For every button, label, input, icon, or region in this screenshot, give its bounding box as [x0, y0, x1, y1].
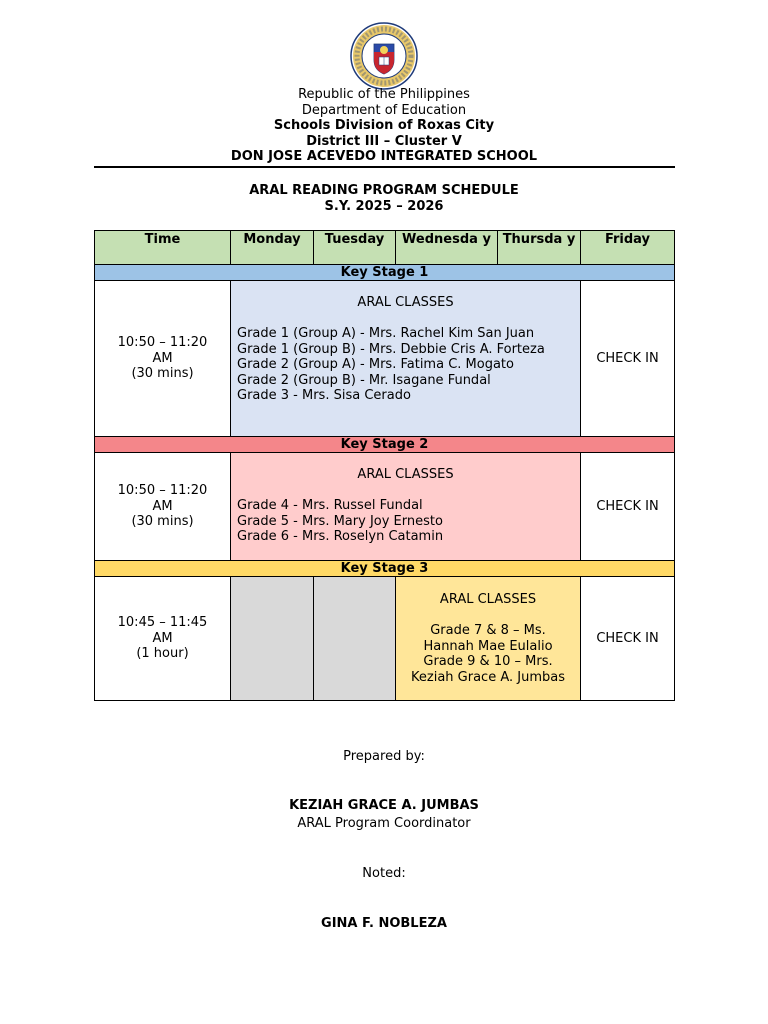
col-wednesday: Wednesda y: [396, 231, 498, 265]
ks3-aral-classes: [396, 577, 581, 701]
ks1-class-line: Grade 2 (Group A) - Mrs. Fatima C. Mogato: [237, 357, 514, 372]
key-stage-3-schedule: [95, 577, 675, 701]
key-stage-2-schedule: [95, 453, 675, 561]
ks3-tuesday-empty: [314, 577, 396, 701]
ks1-class-line: Grade 1 (Group B) - Mrs. Debbie Cris A. Forteza: [237, 341, 545, 357]
header-row: [95, 231, 675, 265]
ks3-friday-check-in: CHECK IN: [581, 577, 675, 701]
school-year: S.Y. 2025 – 2026: [324, 198, 444, 214]
ks3-class-line: Keziah Grace A. Jumbas: [411, 669, 565, 685]
ks2-time: 10:50 – 11:20 AM (30 mins): [95, 453, 231, 561]
ks2-class-line: Grade 4 - Mrs. Russel Fundal: [237, 498, 423, 513]
col-time: Time: [95, 231, 231, 265]
ks2-class-line: Grade 5 - Mrs. Mary Joy Ernesto: [237, 513, 443, 529]
ks2-aral-classes: [231, 453, 581, 561]
key-stage-1-row: [95, 265, 675, 281]
ks1-class-line: Grade 1 (Group A) - Mrs. Rachel Kim San Juan: [237, 326, 535, 341]
schedule-table: [94, 230, 675, 701]
deped-seal-logo: [350, 22, 418, 90]
ks1-time: 10:50 – 11:20 AM (30 mins): [95, 281, 231, 437]
key-stage-3-label: Key Stage 3: [95, 561, 675, 577]
ks3-monday-empty: [231, 577, 314, 701]
noted-label: Noted:: [362, 866, 406, 881]
ks3-class-line: Grade 7 & 8 – Ms.: [430, 623, 546, 638]
col-monday: Monday: [231, 231, 314, 265]
header-divider: [94, 166, 675, 168]
header-school-name: DON JOSE ACEVEDO INTEGRATED SCHOOL: [230, 149, 538, 164]
key-stage-3-row: [95, 561, 675, 577]
key-stage-2-label: Key Stage 2: [95, 437, 675, 453]
ks1-friday-check-in: CHECK IN: [581, 281, 675, 437]
col-thursday: Thursda y: [498, 231, 581, 265]
ks2-friday-check-in: CHECK IN: [581, 453, 675, 561]
prepared-by-title: ARAL Program Coordinator: [297, 816, 471, 831]
header-district: District III – Cluster V: [306, 133, 462, 149]
key-stage-2-row: [95, 437, 675, 453]
header-republic: Republic of the Philippines: [298, 87, 470, 102]
ks1-classes-title: ARAL CLASSES: [357, 295, 454, 310]
ks3-classes-title: ARAL CLASSES: [439, 592, 537, 607]
col-friday: Friday: [581, 231, 675, 265]
header-department: Department of Education: [301, 102, 467, 118]
ks3-class-line: Hannah Mae Eulalio: [423, 638, 553, 654]
ks3-time: 10:45 – 11:45 AM (1 hour): [95, 577, 231, 701]
document-title: ARAL READING PROGRAM SCHEDULE: [249, 183, 519, 198]
ks1-class-line: Grade 2 (Group B) - Mr. Isagane Fundal: [237, 372, 491, 388]
ks3-class-line: Grade 9 & 10 – Mrs.: [423, 654, 553, 669]
prepared-by-name: KEZIAH GRACE A. JUMBAS: [289, 798, 479, 813]
key-stage-1-schedule: [95, 281, 675, 437]
ks2-classes-title: ARAL CLASSES: [357, 467, 454, 482]
key-stage-1-label: Key Stage 1: [95, 265, 675, 281]
ks1-class-line: Grade 3 - Mrs. Sisa Cerado: [237, 388, 411, 403]
noted-name: GINA F. NOBLEZA: [321, 916, 447, 931]
col-tuesday: Tuesday: [314, 231, 396, 265]
ks1-aral-classes: [231, 281, 581, 437]
header-division: Schools Division of Roxas City: [273, 118, 495, 133]
ks2-class-line: Grade 6 - Mrs. Roselyn Catamin: [237, 529, 444, 544]
prepared-by-label: Prepared by:: [343, 749, 425, 764]
